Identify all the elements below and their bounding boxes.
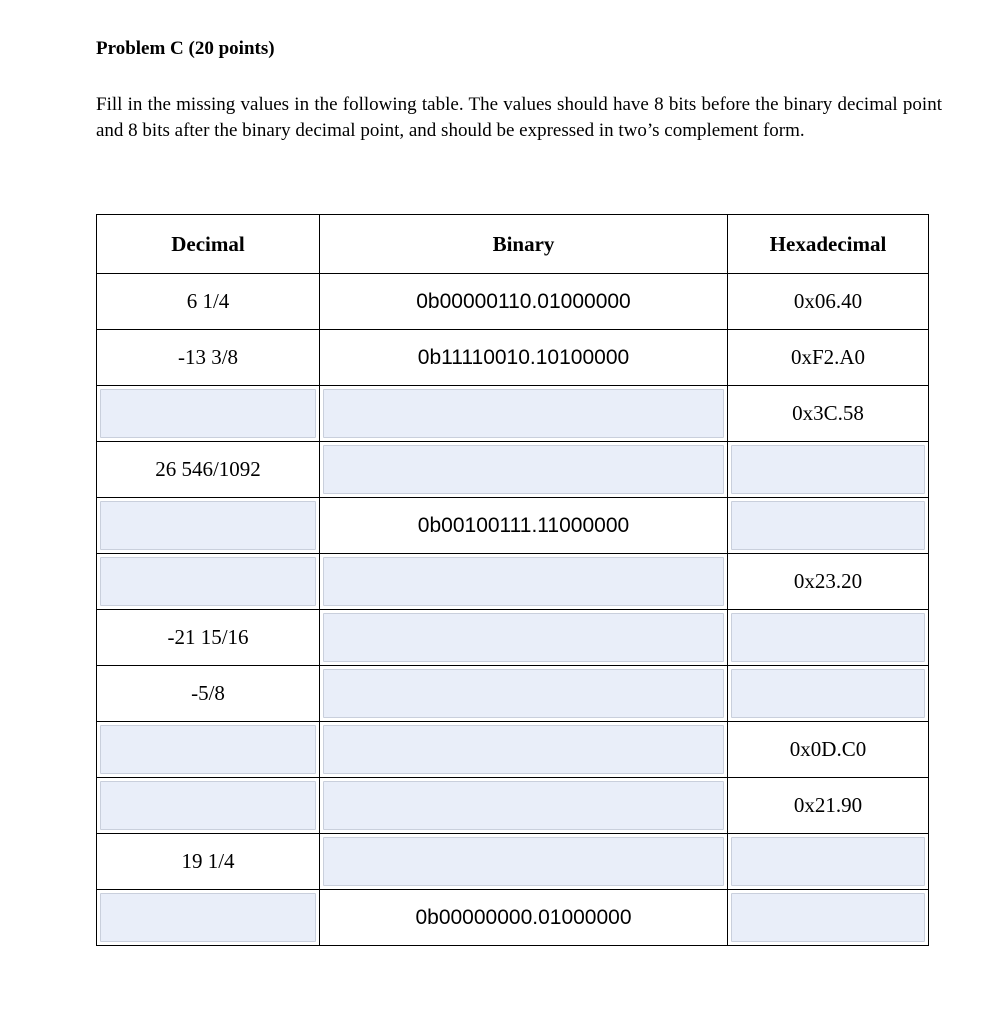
cell-decimal [97,442,320,498]
cell-hex[interactable] [728,666,929,722]
table-header-row [97,215,929,274]
table-row [97,834,929,890]
binary-input-field[interactable] [323,613,724,662]
table-row [97,442,929,498]
hex-value: 0x06.40 [793,289,863,313]
cell-hex[interactable] [728,834,929,890]
problem-title: Problem C (20 points) [96,38,275,59]
table-row [97,610,929,666]
table-row [97,498,929,554]
cell-hex [728,722,929,778]
cell-decimal[interactable] [97,890,320,946]
binary-value: 0b00100111.11000000 [417,514,630,537]
cell-hex [728,330,929,386]
cell-hex [728,778,929,834]
table-row [97,890,929,946]
cell-decimal [97,274,320,330]
cell-hex[interactable] [728,498,929,554]
binary-input-field[interactable] [323,389,724,438]
binary-input-field[interactable] [323,837,724,886]
table-row [97,386,929,442]
table-row [97,722,929,778]
cell-hex[interactable] [728,610,929,666]
binary-value: 0b00000110.01000000 [416,290,631,313]
hex-input-field[interactable] [731,669,925,718]
decimal-value: 6 1/4 [186,289,230,313]
decimal-value: 26 546/1092 [155,457,261,481]
cell-hex[interactable] [728,442,929,498]
decimal-input-field[interactable] [100,893,316,942]
hex-value: 0x0D.C0 [789,737,867,761]
binary-input-field[interactable] [323,445,724,494]
hex-value: 0x3C.58 [792,401,864,425]
cell-decimal [97,610,320,666]
cell-decimal [97,834,320,890]
cell-decimal[interactable] [97,722,320,778]
decimal-value: -21 15/16 [167,625,249,649]
hex-input-field[interactable] [731,837,925,886]
table-row [97,330,929,386]
cell-hex [728,274,929,330]
cell-binary[interactable] [320,554,728,610]
cell-binary[interactable] [320,666,728,722]
decimal-input-field[interactable] [100,725,316,774]
cell-binary [320,330,728,386]
decimal-value: -5/8 [191,681,225,705]
cell-binary[interactable] [320,834,728,890]
hex-value: 0xF2.A0 [790,345,866,369]
hex-input-field[interactable] [731,893,925,942]
cell-hex[interactable] [728,890,929,946]
conversion-table [96,214,929,946]
cell-hex [728,386,929,442]
cell-decimal[interactable] [97,498,320,554]
binary-input-field[interactable] [323,781,724,830]
decimal-input-field[interactable] [100,501,316,550]
header-hexadecimal: Hexadecimal [728,215,929,274]
cell-binary[interactable] [320,722,728,778]
decimal-input-field[interactable] [100,781,316,830]
binary-value: 0b11110010.10100000 [417,346,630,369]
hex-input-field[interactable] [731,445,925,494]
cell-decimal [97,666,320,722]
cell-binary[interactable] [320,778,728,834]
decimal-value: 19 1/4 [181,849,235,873]
binary-input-field[interactable] [323,725,724,774]
cell-decimal [97,330,320,386]
cell-decimal[interactable] [97,554,320,610]
cell-binary[interactable] [320,442,728,498]
hex-value: 0x21.90 [793,793,863,817]
binary-value: 0b00000000.01000000 [415,906,632,929]
header-binary: Binary [320,215,728,274]
table-row [97,778,929,834]
cell-binary[interactable] [320,386,728,442]
problem-instructions: Fill in the missing values in the following table. The values should have 8 bits before the binary decimal point and 8 bits after the binary decimal point, and should be expressed in two’s complement form. [96,94,942,141]
decimal-value: -13 3/8 [177,345,239,369]
hex-input-field[interactable] [731,613,925,662]
cell-decimal[interactable] [97,778,320,834]
cell-binary[interactable] [320,610,728,666]
cell-hex [728,554,929,610]
table-row [97,274,929,330]
cell-binary [320,274,728,330]
binary-input-field[interactable] [323,669,724,718]
hex-input-field[interactable] [731,501,925,550]
cell-binary [320,498,728,554]
binary-input-field[interactable] [323,557,724,606]
hex-value: 0x23.20 [793,569,863,593]
decimal-input-field[interactable] [100,557,316,606]
header-decimal: Decimal [97,215,320,274]
decimal-input-field[interactable] [100,389,316,438]
table-body [97,274,929,946]
cell-decimal[interactable] [97,386,320,442]
table-row [97,554,929,610]
table-row [97,666,929,722]
cell-binary [320,890,728,946]
